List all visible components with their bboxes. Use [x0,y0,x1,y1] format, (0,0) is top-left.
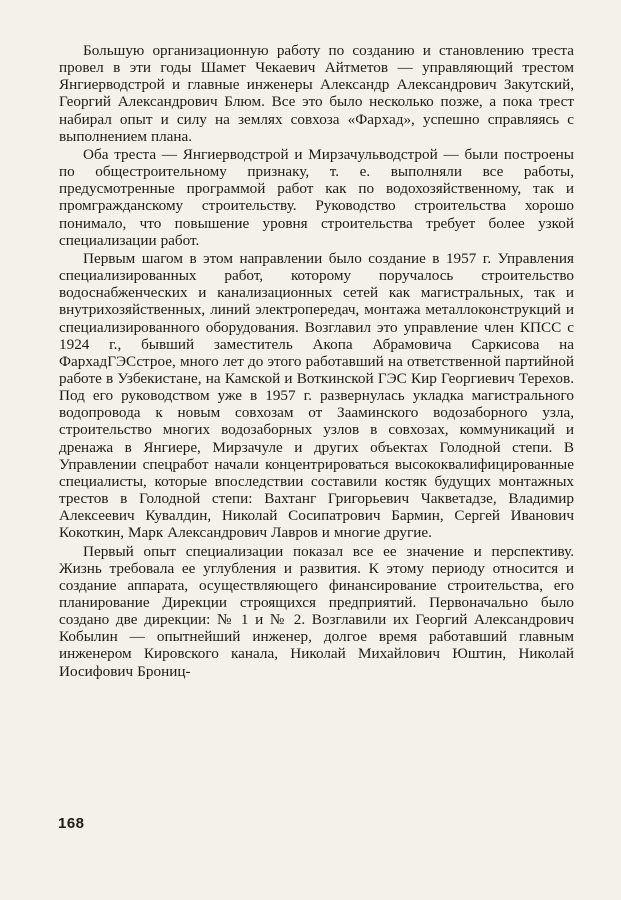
paragraph-4: Первый опыт специализации показал все ее значение и перспективу. Жизнь требовала ее углубления и развития. К этому периоду относится и создание аппарата, осуществляющего финансирование строительства, его планирование Дирекции строящихся предприятий. Первоначально было создано две дирекции: № 1 и № 2. Возглавили их Георгий Александрович Кобылин — опытнейший инженер, долгое время работавший главным инженером Кировского канала, Николай Михайлович Юштин, Николай Иосифович Брониц- [59,542,574,680]
paragraph-1: Большую организационную работу по созданию и становлению треста провел в эти годы Шамет Чекаевич Айтметов — управляющий трестом Янгиерводстрой и главные инженеры Александр Александрович Закутский, Георгий Александрович Блюм. Все это было несколько позже, а пока трест набирал опыт и силу на землях совхоза «Фархад», успешно справляясь с выполнением плана. [59,42,574,145]
paragraph-2: Оба треста — Янгиерводстрой и Мирзачульводстрой — были построены по общестроительному признаку, т. е. выполняли все работы, предусмотренные программой работ как по водохозяйственному, так и промгражданскому строительству. Руководство строительства хорошо понимало, что повышение уровня строительства требует более узкой специализации работ. [59,145,574,249]
body-text [59,42,574,680]
page-number: 168 [58,815,85,832]
paragraph-3: Первым шагом в этом направлении было создание в 1957 г. Управления специализированных работ, которому поручалось строительство водоснабженческих и канализационных сетей как магистральных, так и внутрихозяйственных, линий электропередач, монтажа металлоконструкций и специализированного оборудования. Возглавил это управление член КПСС с 1924 г., бывший заместитель Акопа Абрамовича Саркисова на ФархадГЭСстрое, много лет до этого работавший на ответственной партийной работе в Узбекистане, на Камской и Воткинской ГЭС Кир Георгиевич Терехов. Под его руководством уже в 1957 г. развернулась укладка магистрального водопровода к новым совхозам от Зааминского водозаборного узла, строительство многих водозаборных узлов в совхозах, коммуникаций и дренажа в Янгиере, Мирзачуле и других объектах Голодной степи. В Управлении спецработ начали концентрироваться высококвалифицированные специалисты, которые впоследствии составили костяк будущих монтажных трестов в Голодной степи: Вахтанг Григорьевич Чакветадзе, Владимир Алексеевич Кувалдин, Николай Сосипатрович Бармин, Сергей Иванович Кокоткин, Марк Александрович Лавров и многие другие. [59,249,574,542]
